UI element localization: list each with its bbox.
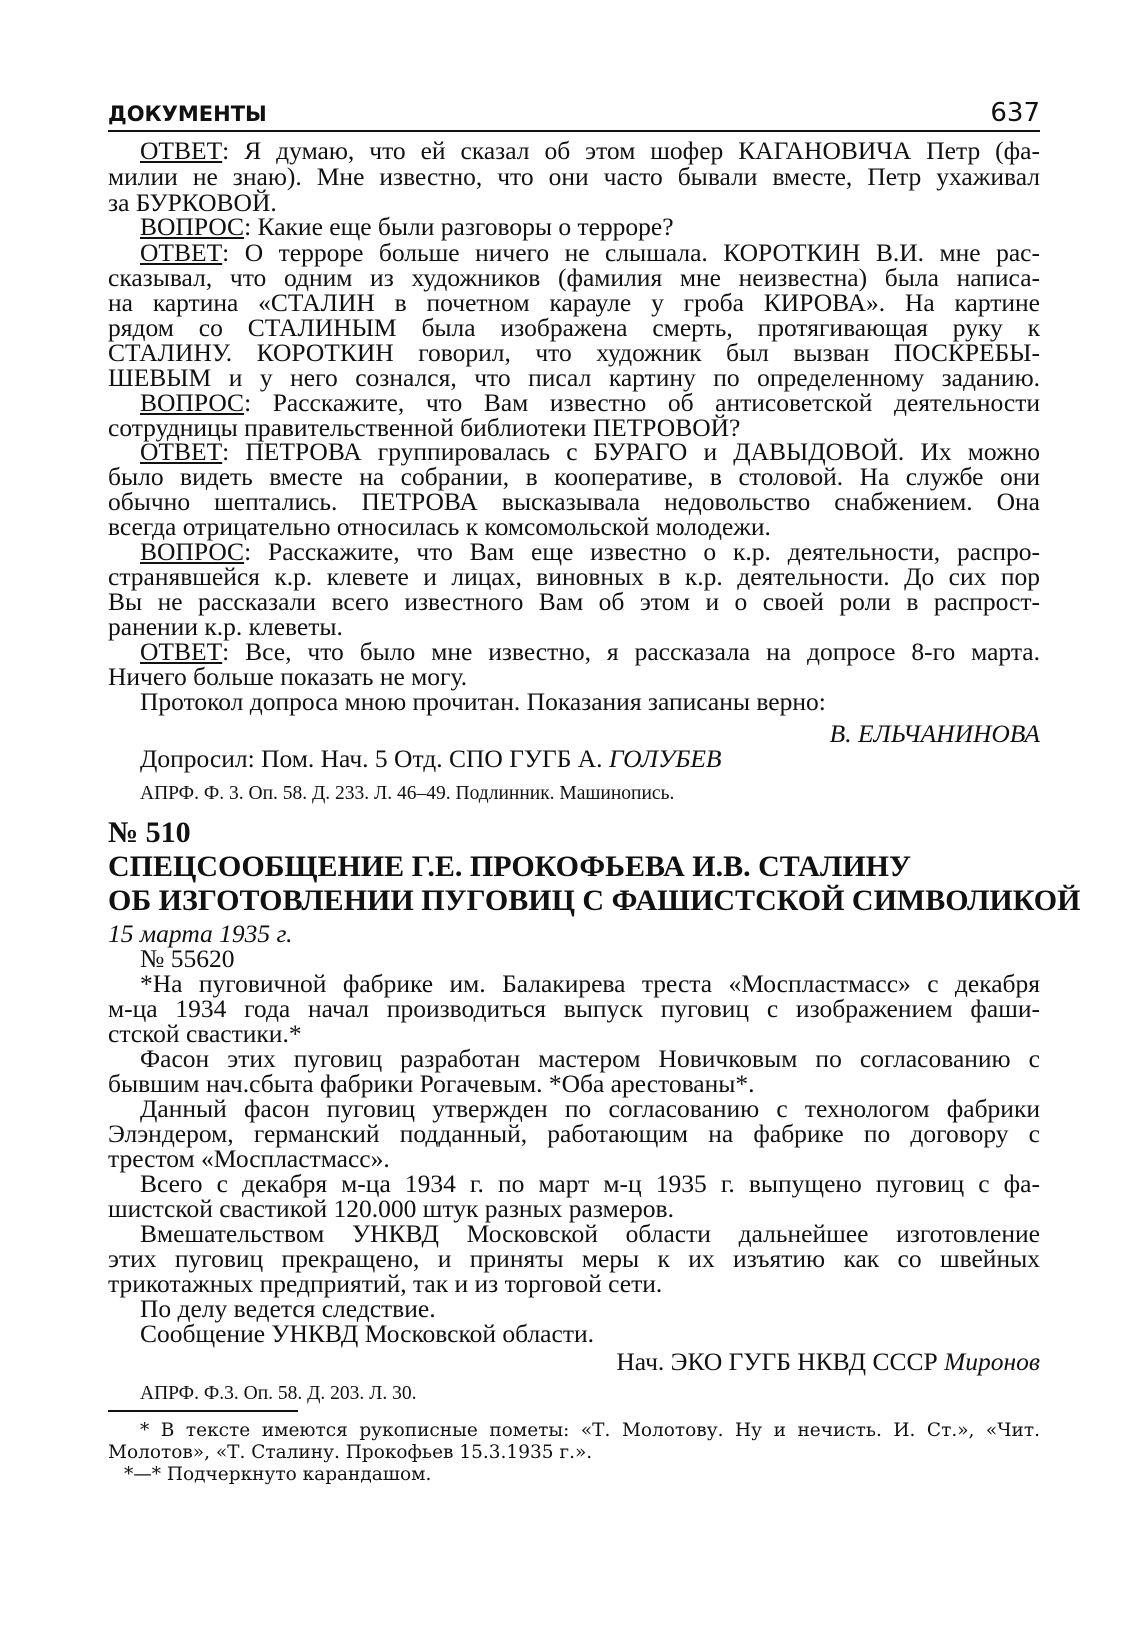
document-number: № 510 [108, 816, 191, 849]
page-number: 637 [990, 98, 1040, 128]
text-line: странявшейся к.р. клевете и лицах, виновных в к.р. деятельности. До сих пор [108, 562, 1040, 591]
running-head [108, 100, 1040, 132]
text-line: трестом «Моспластмасс». [108, 1144, 390, 1173]
text-line: Элэндером, германский подданный, работающим на фабрике по договору с [108, 1119, 1040, 1148]
text-line: этих пуговиц прекращено, и приняты меры к их изъятию как со швейных [108, 1244, 1040, 1273]
text-line: ШЕВЫМ и у него сознался, что писал картину по определенному заданию. [108, 363, 1040, 392]
text-line: сказывал, что одним из художников (фамилия мне неизвестна) была написа- [108, 263, 1040, 292]
text-line: ОТВЕТ: О терроре больше ничего не слышала. КОРОТКИН В.И. мне рас- [140, 238, 1040, 267]
signature-elchaninova: В. ЕЛЬЧАНИНОВА [829, 719, 1040, 748]
text-line: стской свастики.* [108, 1019, 302, 1048]
text-line: ОТВЕТ: ПЕТРОВА группировалась с БУРАГО и ДАВЫДОВОЙ. Их можно [140, 437, 1040, 466]
text-line: ранении к.р. клеветы. [108, 612, 343, 641]
document-date: 15 марта 1935 г. [108, 919, 293, 948]
text-line: ОТВЕТ: Я думаю, что ей сказал об этом шофер КАГАНОВИЧА Петр (фа- [140, 136, 1040, 165]
text-line: Всего с декабря м-ца 1934 г. по март м-ц 1935 г. выпущено пуговиц с фа- [140, 1169, 1040, 1198]
text-line: обычно шептались. ПЕТРОВА высказывала недовольство снабжением. Она [108, 487, 1040, 516]
text-line: ВОПРОС: Расскажите, что Вам известно об антисоветской деятельности [140, 388, 1040, 417]
text-line: Вмешательством УНКВД Московской области дальнейшее изготовление [140, 1219, 1040, 1248]
signature-mironov: Нач. ЭКО ГУГБ НКВД СССР Миронов [616, 1347, 1040, 1376]
text-line: милии не знаю). Мне известно, что они часто бывали вместе, Петр ухаживал [108, 162, 1040, 191]
interrogator-line: Допросил: Пом. Нач. 5 Отд. СПО ГУГБ А. ГОЛУБЕВ [140, 744, 722, 773]
text-line: СТАЛИНУ. КОРОТКИН говорил, что художник был вызван ПОСКРЕБЫ- [108, 338, 1040, 367]
text-line: Вы не рассказали всего известного Вам об этом и о своей роли в распрост- [108, 587, 1040, 616]
text-line: *На пуговичной фабрике им. Балакирева треста «Моспластмасс» с декабря [140, 969, 1040, 998]
text-line: Протокол допроса мною прочитан. Показания записаны верно: [140, 687, 826, 716]
text-line: за БУРКОВОЙ. [108, 188, 277, 217]
footnote: * В тексте имеются рукописные пометы: «Т. Молотову. Ну и нечисть. И. Ст.», «Чит. [140, 1420, 1040, 1441]
text-line: ВОПРОС: Какие еще были разговоры о терроре? [140, 212, 674, 241]
text-line: рядом со СТАЛИНЫМ была изображена смерть, протягивающая руку к [108, 313, 1040, 342]
document-title: ОБ ИЗГОТОВЛЕНИИ ПУГОВИЦ С ФАШИСТСКОЙ СИМВОЛИКОЙ [108, 884, 1081, 917]
text-line: Ничего больше показать не могу. [108, 662, 468, 691]
text-line: м-ца 1934 года начал производиться выпуск пуговиц с изображением фаши- [108, 994, 1040, 1023]
footnote: Молотов», «Т. Сталину. Прокофьев 15.3.1935 г.». [108, 1442, 593, 1463]
text-line: трикотажных предприятий, так и из торговой сети. [108, 1269, 663, 1298]
archive-source: АПРФ. Ф. 3. Оп. 58. Д. 233. Л. 46–49. Подлинник. Машинопись. [140, 783, 675, 804]
text-line: ВОПРОС: Расскажите, что Вам еще известно о к.р. деятельности, распро- [140, 537, 1040, 566]
text-line: Фасон этих пуговиц разработан мастером Новичковым по согласованию с [140, 1044, 1040, 1073]
text-line: ОТВЕТ: Все, что было мне известно, я рассказала на допросе 8-го марта. [140, 637, 1040, 666]
section-title: ДОКУМЕНТЫ [108, 102, 267, 126]
archive-source: АПРФ. Ф.3. Оп. 58. Д. 203. Л. 30. [140, 1383, 417, 1404]
text-line: По делу ведется следствие. [140, 1294, 436, 1323]
text-line: всегда отрицательно относилась к комсомольской молодежи. [108, 512, 771, 541]
document-title: СПЕЦСООБЩЕНИЕ Г.Е. ПРОКОФЬЕВА И.В. СТАЛИНУ [108, 850, 912, 883]
text-line: бывшим нач.сбыта фабрики Рогачевым. *Оба арестованы*. [108, 1069, 755, 1098]
text-line: Сообщение УНКВД Московской области. [140, 1319, 594, 1348]
text-line: было видеть вместе на собрании, в кооперативе, в столовой. На службе они [108, 462, 1040, 491]
text-line: сотрудницы правительственной библиотеки ПЕТРОВОЙ? [108, 413, 741, 442]
footnote-rule [108, 1410, 298, 1412]
registration-number: № 55620 [140, 944, 235, 973]
text-line: Данный фасон пуговиц утвержден по согласованию с технологом фабрики [140, 1094, 1040, 1123]
text-line: шистской свастикой 120.000 штук разных размеров. [108, 1194, 674, 1223]
footnote: *—* Подчеркнуто карандашом. [124, 1464, 432, 1485]
text-line: на картина «СТАЛИН в почетном карауле у гроба КИРОВА». На картине [108, 288, 1040, 317]
